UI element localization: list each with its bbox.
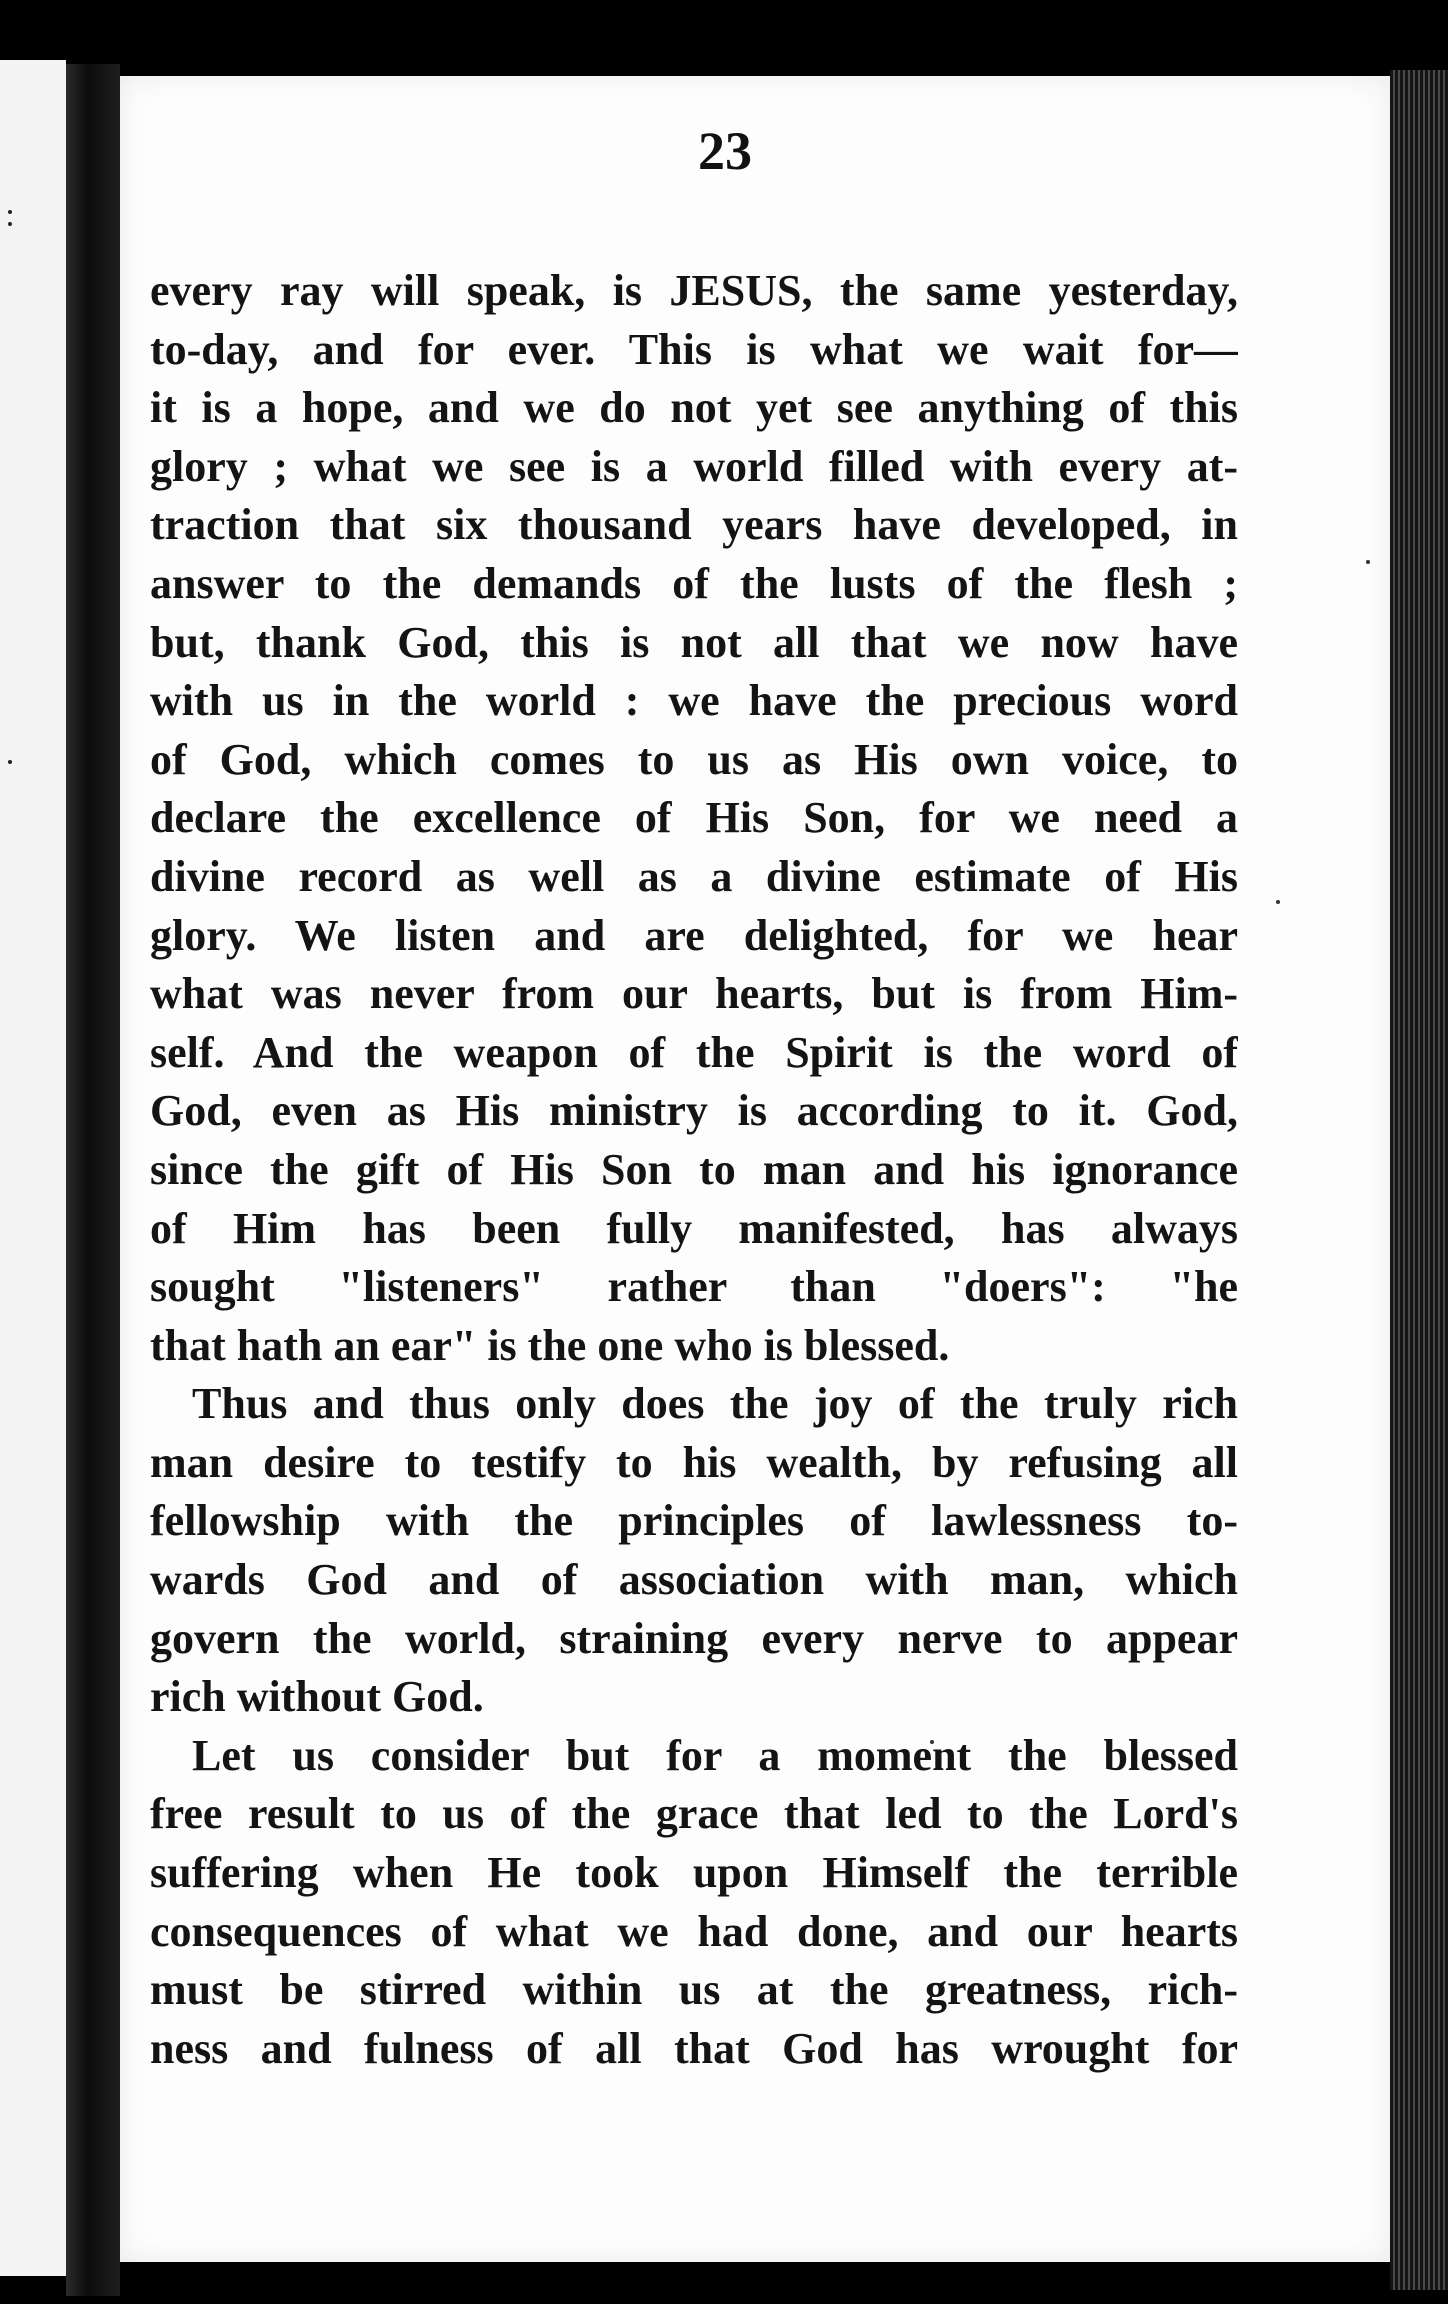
text-line: man desire to testify to his wealth, by refusing all <box>150 1437 1238 1487</box>
text-line: free result to us of the grace that led to the Lord's <box>150 1789 1238 1839</box>
ink-speck <box>8 210 12 214</box>
text-line: glory. We listen and are delighted, for we hear <box>150 910 1238 960</box>
page-body-text <box>150 262 1238 2078</box>
text-line: with us in the world : we have the precious word <box>150 676 1238 726</box>
text-line: it is a hope, and we do not yet see anything of this <box>150 383 1238 433</box>
text-line: every ray will speak, is JESUS, the same yesterday, <box>150 266 1238 315</box>
text-line: declare the excellence of His Son, for we need a <box>150 793 1238 843</box>
text-line: fellowship with the principles of lawlessness to- <box>150 1496 1238 1546</box>
text-line: sought "listeners" rather than "doers": "he <box>150 1262 1238 1312</box>
text-line: God, even as His ministry is according to it. God, <box>150 1086 1238 1136</box>
text-line: since the gift of His Son to man and his ignorance <box>150 1144 1238 1194</box>
text-line: Thus and thus only does the joy of the truly rich <box>192 1379 1238 1429</box>
book-gutter <box>66 64 120 2296</box>
text-line: of Him has been fully manifested, has always <box>150 1203 1238 1253</box>
facing-page-edge <box>0 60 66 2276</box>
text-line: self. And the weapon of the Spirit is the word of <box>150 1027 1238 1077</box>
text-line: rich without God. <box>150 1672 484 1722</box>
text-line: ness and fulness of all that God has wrought for <box>150 2023 1238 2073</box>
text-line: what was never from our hearts, but is from Him- <box>150 969 1238 1019</box>
text-line: must be stirred within us at the greatness, rich- <box>150 1965 1238 2015</box>
text-line: govern the world, straining every nerve to appear <box>150 1613 1238 1663</box>
text-line: wards God and of association with man, which <box>150 1555 1238 1605</box>
ink-speck <box>8 760 12 764</box>
text-line: answer to the demands of the lusts of the flesh ; <box>150 558 1238 608</box>
ink-speck <box>8 222 12 226</box>
paragraph <box>150 1727 1238 2079</box>
paragraph <box>150 262 1238 1375</box>
text-line: Let us consider but for a moment the blessed <box>192 1730 1238 1780</box>
text-line: traction that six thousand years have developed, in <box>150 500 1238 550</box>
text-line: consequences of what we had done, and our hearts <box>150 1906 1238 1956</box>
text-line: but, thank God, this is not all that we now have <box>150 617 1238 667</box>
text-line: of God, which comes to us as His own voice, to <box>150 734 1238 784</box>
paragraph <box>150 1375 1238 1727</box>
text-line: that hath an ear" is the one who is blessed. <box>150 1320 950 1370</box>
text-line: to-day, and for ever. This is what we wait for— <box>150 324 1238 374</box>
text-line: glory ; what we see is a world filled with every at- <box>150 441 1238 491</box>
page-edge-stack <box>1390 70 1448 2290</box>
ink-speck <box>1276 900 1280 904</box>
text-line: divine record as well as a divine estimate of His <box>150 851 1238 901</box>
ink-speck <box>1366 560 1370 564</box>
page-number: 23 <box>698 121 752 181</box>
text-line: suffering when He took upon Himself the terrible <box>150 1848 1238 1898</box>
